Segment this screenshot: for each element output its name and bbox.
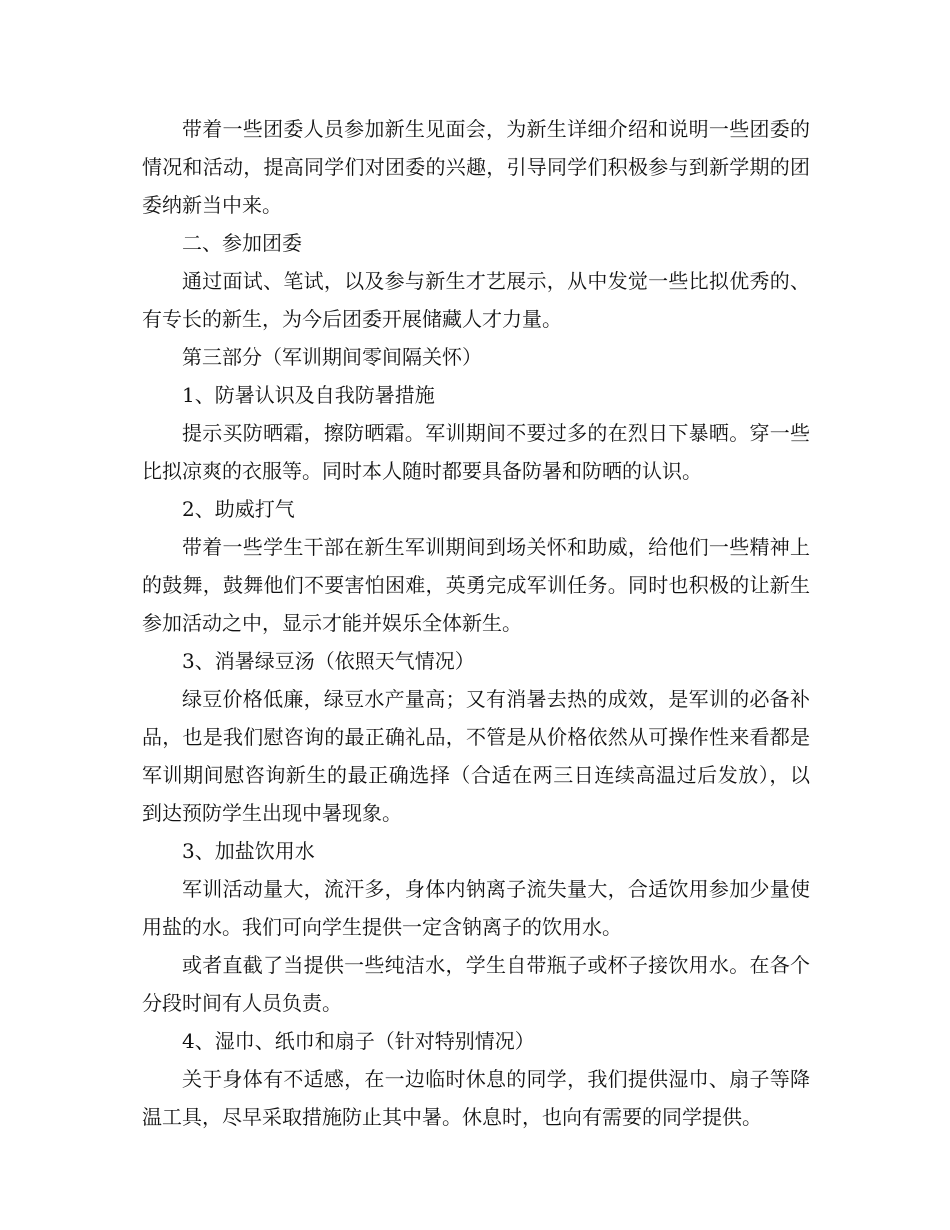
- paragraph-cheer: 带着一些学生干部在新生军训期间到场关怀和助威，给他们一些精神上的鼓舞，鼓舞他们不要害怕困难，英勇完成军训任务。同时也积极的让新生参加活动之中，显示才能并娱乐全体新生。: [142, 535, 810, 635]
- heading-mung-bean-soup: 3、消暑绿豆汤（依照天气情况）: [182, 649, 475, 673]
- paragraph-salt-water: 军训活动量大，流汗多，身体内钠离子流失量大，合适饮用参加少量使用盐的水。我们可向学生提供一定含钠离子的饮用水。: [142, 877, 810, 939]
- paragraph-selection: 通过面试、笔试，以及参与新生才艺展示，从中发觉一些比拟优秀的、有专长的新生，为今后团委开展储藏人才力量。: [142, 269, 810, 331]
- paragraph-towels-fans: 关于身体有不适感，在一边临时休息的同学，我们提供湿巾、扇子等降温工具，尽早采取措施防止其中暑。休息时，也向有需要的同学提供。: [142, 1067, 810, 1129]
- heading-cheer: 2、助威打气: [182, 497, 295, 521]
- heading-join-league: 二、参加团委: [182, 231, 302, 255]
- paragraph-pure-water: 或者直截了当提供一些纯洁水，学生自带瓶子或杯子接饮用水。在各个分段时间有人员负责。: [142, 953, 810, 1015]
- paragraph-intro-meeting: 带着一些团委人员参加新生见面会，为新生详细介绍和说明一些团委的情况和活动，提高同学们对团委的兴趣，引导同学们积极参与到新学期的团委纳新当中来。: [142, 117, 810, 217]
- paragraph-sunscreen: 提示买防晒霜，擦防晒霜。军训期间不要过多的在烈日下暴晒。穿一些比拟凉爽的衣服等。同时本人随时都要具备防暑和防晒的认识。: [142, 421, 810, 483]
- heading-heatstroke-awareness: 1、防暑认识及自我防暑措施: [182, 383, 435, 407]
- heading-part-three: 第三部分（军训期间零间隔关怀）: [182, 345, 482, 369]
- paragraph-mung-bean-soup: 绿豆价格低廉，绿豆水产量高；又有消暑去热的成效，是军训的必备补品，也是我们慰咨询的最正确礼品，不管是从价格依然从可操作性来看都是军训期间慰咨询新生的最正确选择（合适在两三日连续高温过后发放），以到达预防学生出现中暑现象。: [142, 687, 810, 825]
- heading-salt-water: 3、加盐饮用水: [182, 839, 315, 863]
- document-body: [142, 110, 810, 1136]
- heading-towels-fans: 4、湿巾、纸巾和扇子（针对特别情况）: [182, 1029, 535, 1053]
